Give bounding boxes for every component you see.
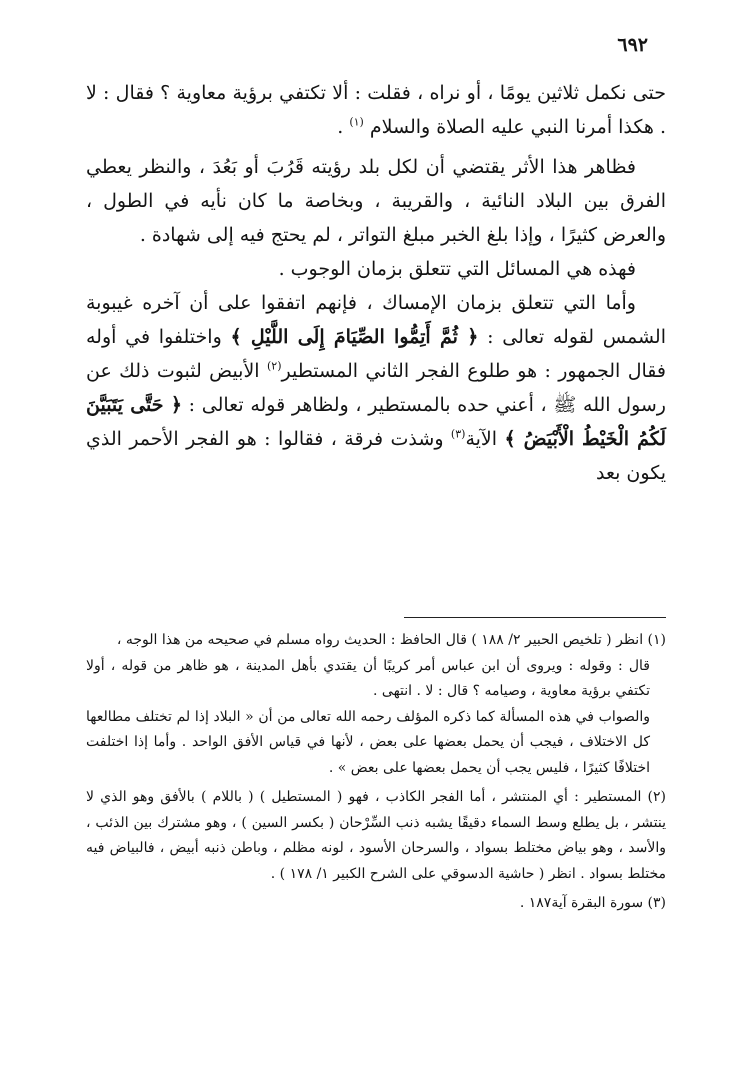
footnote-divider (404, 617, 666, 618)
main-text (86, 76, 666, 490)
paragraph-4 (86, 286, 666, 490)
paragraph-1-text: حتى نكمل ثلاثين يومًا ، أو نراه ، فقلت : ألا تكتفي برؤية معاوية ؟ فقال : لا . هكذا أمرنا النبي عليه الصلاة والسلام (86, 82, 666, 138)
footnote-2: (٢) المستطير : أي المنتشر ، أما الفجر الكاذب ، فهو ( المستطيل ) ( باللام ) بالأفق وهو الذي لا ينتشر ، بل يطلع وسط السماء دقيقًا يشبه ذنب السِّرْحان ( بكسر السين ) ، وهو مشترك بين الذئب ، والأسد ، وهو بياض مختلط بسواد ، والسرحان الأسود ، لونه مظلم ، وباطن ذنبه أبيض ، فالبياض فيه مختلط بسواد . انظر ( حاشية الدسوقي على الشرح الكبير ١/ ١٧٨ ) . (86, 789, 666, 882)
paragraph-4-text-d: الآية (465, 428, 505, 450)
footnote-1-line-3: والصواب في هذه المسألة كما ذكره المؤلف رحمه الله تعالى من أن « البلاد إذا لم تختلف مطالعها كل الاختلاف ، فيجب أن يحمل بعضها على بعض ، لأنها في قياس الأفق الواحد . وأما إذا اختلفت اختلافًا كثيرًا ، فليس يجب أن يحمل بعضها على بعض » . (86, 708, 651, 776)
footnote-1-line-1: (١) انظر ( تلخيص الحبير ٢/ ١٨٨ ) قال الحافظ : الحديث رواه مسلم في صحيحه من هذا الوجه ، (116, 632, 666, 648)
footnotes (86, 628, 666, 917)
footnote-ref-2: (٢) (266, 359, 282, 373)
quran-verse-1: ﴿ ثُمَّ أَتِمُّوا الصِّيَامَ إِلَى اللَّيْلِ ﴾ (230, 326, 479, 348)
page-number: ٦٩٢ (617, 34, 648, 56)
paragraph-4-text-c: الأبيض لثبوت ذلك عن رسول الله ﷺ ، أعني حده بالمستطير ، ولظاهر قوله تعالى : (86, 360, 666, 416)
paragraph-1 (86, 76, 666, 144)
paragraph-1-end: . (337, 116, 350, 138)
paragraph-4-text-a: وأما التي تتعلق بزمان الإمساك ، فإنهم اتفقوا على أن آخره غيبوبة الشمس لقوله تعالى : (86, 292, 666, 348)
paragraph-4-text-e: وشذت فرقة ، فقالوا : هو الفجر الأحمر الذي يكون بعد (86, 428, 666, 484)
paragraph-3: فهذه هي المسائل التي تتعلق بزمان الوجوب . (278, 258, 636, 280)
footnote-1-line-2: قال : وقوله : ويروى أن ابن عباس أمر كريبًا أن يقتدي بأهل المدينة ، هو ظاهر من قوله ، أولا تكتفي برؤية معاوية ، وصيامه ؟ قال : لا . انتهى . (86, 657, 650, 699)
paragraph-2: فظاهر هذا الأثر يقتضي أن لكل بلد رؤيته قَرُبَ أو بَعُدَ ، والنظر يعطي الفرق بين البلاد النائية ، والقريبة ، وبخاصة ما كان نأيه في الطول ، والعرض كثيرًا ، وإذا بلغ الخبر مبلغ التواتر ، لم يحتج فيه إلى شهادة . (86, 156, 666, 246)
footnote-ref-3: (٣) (450, 427, 466, 441)
quran-verse-2: ﴿ حَتَّى يَتَبَيَّنَ لَكُمُ الْخَيْطُ الْأَبْيَضُ ﴾ (86, 394, 666, 450)
footnote-ref-1: (١) (349, 115, 364, 129)
footnote-3: (٣) سورة البقرة آية١٨٧ . (519, 895, 666, 911)
paragraph-4-text-b: واختلفوا في أوله فقال الجمهور : هو طلوع الفجر الثاني المستطير (86, 326, 666, 382)
